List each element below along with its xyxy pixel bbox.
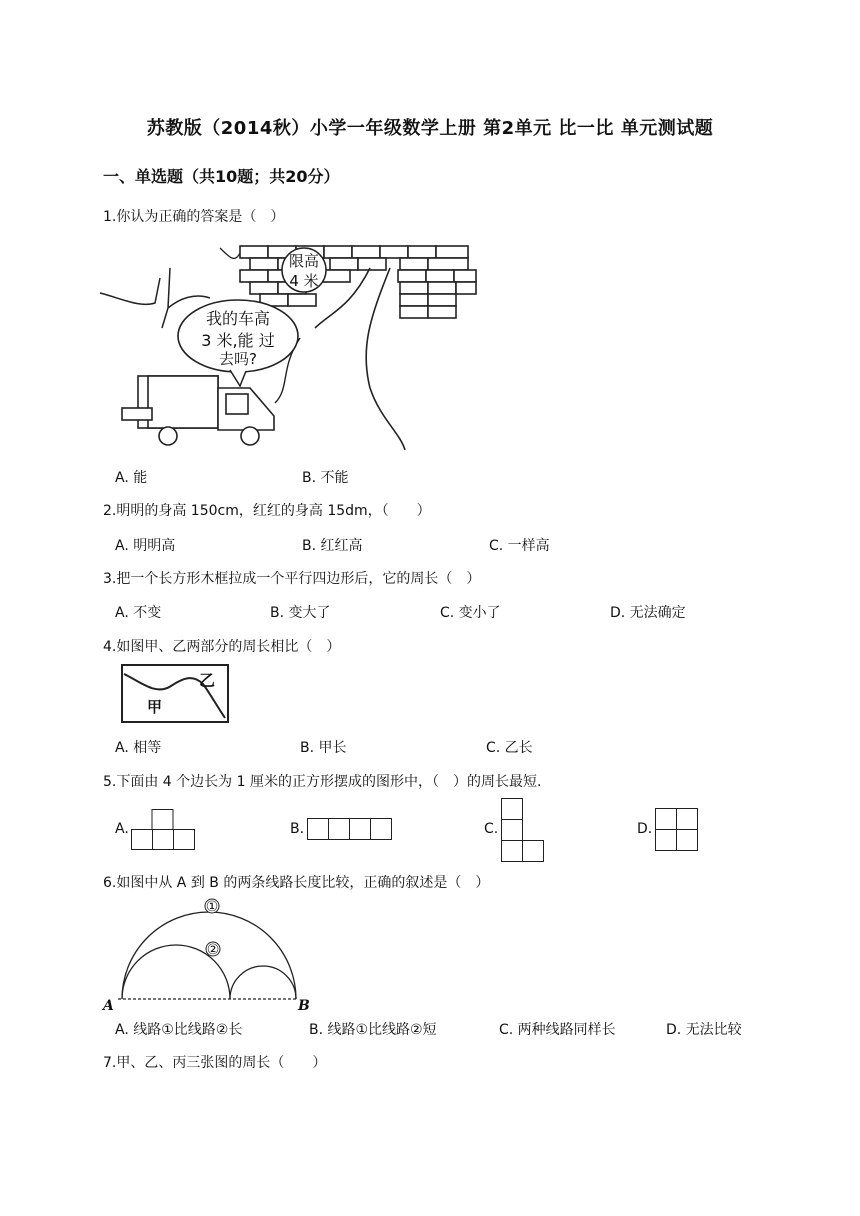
point-b-label: B	[298, 998, 310, 1014]
q6-option-d[interactable]: D. 无法比较	[666, 1022, 742, 1038]
sign-text-2: 4 米	[289, 272, 319, 290]
q2-option-b[interactable]: B. 红红高	[302, 538, 363, 554]
bubble-text-2: 3 米,能 过	[201, 331, 275, 350]
question-2-stem: 2.明明的身高 150cm，红红的身高 15dm，（ ）	[103, 503, 431, 519]
truck	[122, 376, 274, 445]
q3-option-c[interactable]: C. 变小了	[440, 605, 501, 621]
bubble-text-3: 去吗?	[219, 350, 257, 368]
sign-text-1: 限高	[288, 252, 320, 270]
route-2-label: ②	[206, 942, 220, 958]
q5-shape-b	[307, 818, 393, 842]
route-1-label: ①	[205, 899, 219, 915]
q1-option-b[interactable]: B. 不能	[302, 470, 349, 486]
q4-option-c[interactable]: C. 乙长	[486, 740, 533, 756]
q4-option-a[interactable]: A. 相等	[115, 740, 162, 756]
label-jia: 甲	[147, 698, 163, 716]
q2-option-a[interactable]: A. 明明高	[115, 538, 176, 554]
point-a-label: A	[103, 998, 114, 1014]
q6-option-a[interactable]: A. 线路①比线路②长	[115, 1022, 243, 1038]
label-yi: 乙	[199, 671, 216, 690]
q6-option-c[interactable]: C. 两种线路同样长	[499, 1022, 616, 1038]
q5-shape-a	[131, 809, 195, 851]
q3-option-a[interactable]: A. 不变	[115, 605, 162, 621]
jia-yi-figure	[121, 664, 231, 724]
section-heading: 一、单选题（共10题；共20分）	[103, 167, 340, 186]
q4-option-b[interactable]: B. 甲长	[300, 740, 347, 756]
question-6-stem: 6.如图中从 A 到 B 的两条线路长度比较，正确的叙述是（ ）	[103, 875, 490, 891]
road	[315, 268, 405, 450]
q6-option-b[interactable]: B. 线路①比线路②短	[309, 1022, 437, 1038]
question-5-stem: 5.下面由 4 个边长为 1 厘米的正方形摆成的图形中，（ ）的周长最短.	[103, 774, 542, 790]
question-4-stem: 4.如图甲、乙两部分的周长相比（ ）	[103, 639, 341, 655]
routes-figure	[100, 896, 320, 1014]
q2-option-c[interactable]: C. 一样高	[489, 538, 550, 554]
q5-shape-c	[501, 798, 547, 863]
question-1-stem: 1.你认为正确的答案是（ ）	[103, 209, 285, 225]
bubble-text-1: 我的车高	[205, 309, 271, 328]
q3-option-b[interactable]: B. 变大了	[270, 605, 331, 621]
q5-option-c[interactable]: C.	[484, 821, 499, 837]
question-3-stem: 3.把一个长方形木框拉成一个平行四边形后，它的周长（ ）	[103, 571, 481, 587]
q1-option-a[interactable]: A. 能	[115, 470, 148, 486]
page-title: 苏教版（2014秋）小学一年级数学上册 第2单元 比一比 单元测试题	[146, 118, 714, 139]
truck-wall-illustration	[100, 238, 480, 453]
q5-option-b[interactable]: B.	[290, 821, 305, 837]
question-7-stem: 7.甲、乙、丙三张图的周长（ ）	[103, 1055, 327, 1071]
q5-option-d[interactable]: D.	[637, 821, 653, 837]
q5-shape-d	[655, 808, 699, 852]
q3-option-d[interactable]: D. 无法确定	[610, 605, 686, 621]
q5-option-a[interactable]: A.	[115, 821, 129, 837]
